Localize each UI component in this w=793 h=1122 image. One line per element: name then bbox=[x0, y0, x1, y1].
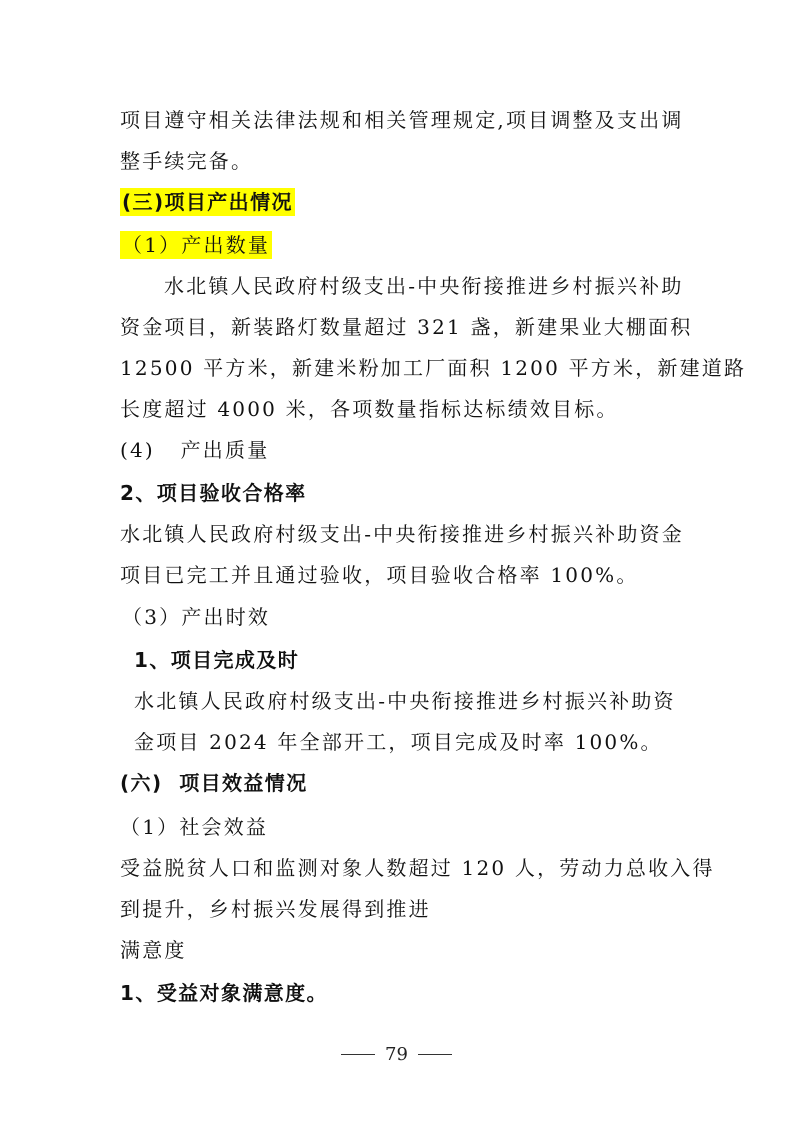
paragraph-quantity-line-1: 水北镇人民政府村级支出-中央衔接推进乡村振兴补助 bbox=[164, 274, 684, 298]
subheading-output-quantity bbox=[120, 231, 272, 259]
paragraph-timeliness-line-1: 水北镇人民政府村级支出-中央衔接推进乡村振兴补助资 bbox=[134, 689, 676, 713]
heading-completion-timely: 1、项目完成及时 bbox=[134, 648, 300, 672]
highlighted-heading-text: (三)项目产出情况 bbox=[122, 190, 293, 214]
page-footer bbox=[0, 1043, 793, 1067]
paragraph-timeliness-line-2: 金项目 2024 年全部开工，项目完成及时率 100%。 bbox=[134, 730, 663, 754]
paragraph-acceptance-line-1: 水北镇人民政府村级支出-中央衔接推进乡村振兴补助资金 bbox=[120, 522, 684, 546]
paragraph-compliance-line-1: 项目遵守相关法律法规和相关管理规定,项目调整及支出调 bbox=[120, 108, 684, 132]
heading-beneficiary-satisfaction: 1、受益对象满意度。 bbox=[120, 981, 328, 1005]
paragraph-social-line-1: 受益脱贫人口和监测对象人数超过 120 人，劳动力总收入得 bbox=[120, 856, 715, 880]
subheading-output-timeliness: （3）产出时效 bbox=[122, 605, 271, 629]
paragraph-social-line-2: 到提升，乡村振兴发展得到推进 bbox=[120, 897, 431, 921]
page-number: 79 bbox=[385, 1044, 408, 1065]
heading-project-output bbox=[120, 188, 295, 216]
paragraph-quantity-line-4: 长度超过 4000 米，各项数量指标达标绩效目标。 bbox=[120, 397, 619, 421]
paragraph-quantity-line-3: 12500 平方米，新建米粉加工厂面积 1200 平方米，新建道路 bbox=[120, 356, 747, 380]
subheading-output-quality: (4) 产出质量 bbox=[120, 438, 270, 462]
heading-acceptance-rate: 2、项目验收合格率 bbox=[120, 481, 307, 505]
footer-right-dash bbox=[418, 1054, 452, 1055]
highlighted-subheading-text: （1）产出数量 bbox=[122, 233, 271, 257]
paragraph-compliance-line-2: 整手续完备。 bbox=[120, 149, 254, 173]
paragraph-acceptance-line-2: 项目已完工并且通过验收，项目验收合格率 100%。 bbox=[120, 563, 639, 587]
heading-project-benefit: (六) 项目效益情况 bbox=[120, 771, 308, 795]
subheading-satisfaction: 满意度 bbox=[120, 938, 187, 962]
footer-left-dash bbox=[341, 1054, 375, 1055]
paragraph-quantity-line-2: 资金项目，新装路灯数量超过 321 盏，新建果业大棚面积 bbox=[120, 315, 693, 339]
subheading-social-benefit: （1）社会效益 bbox=[120, 815, 269, 839]
